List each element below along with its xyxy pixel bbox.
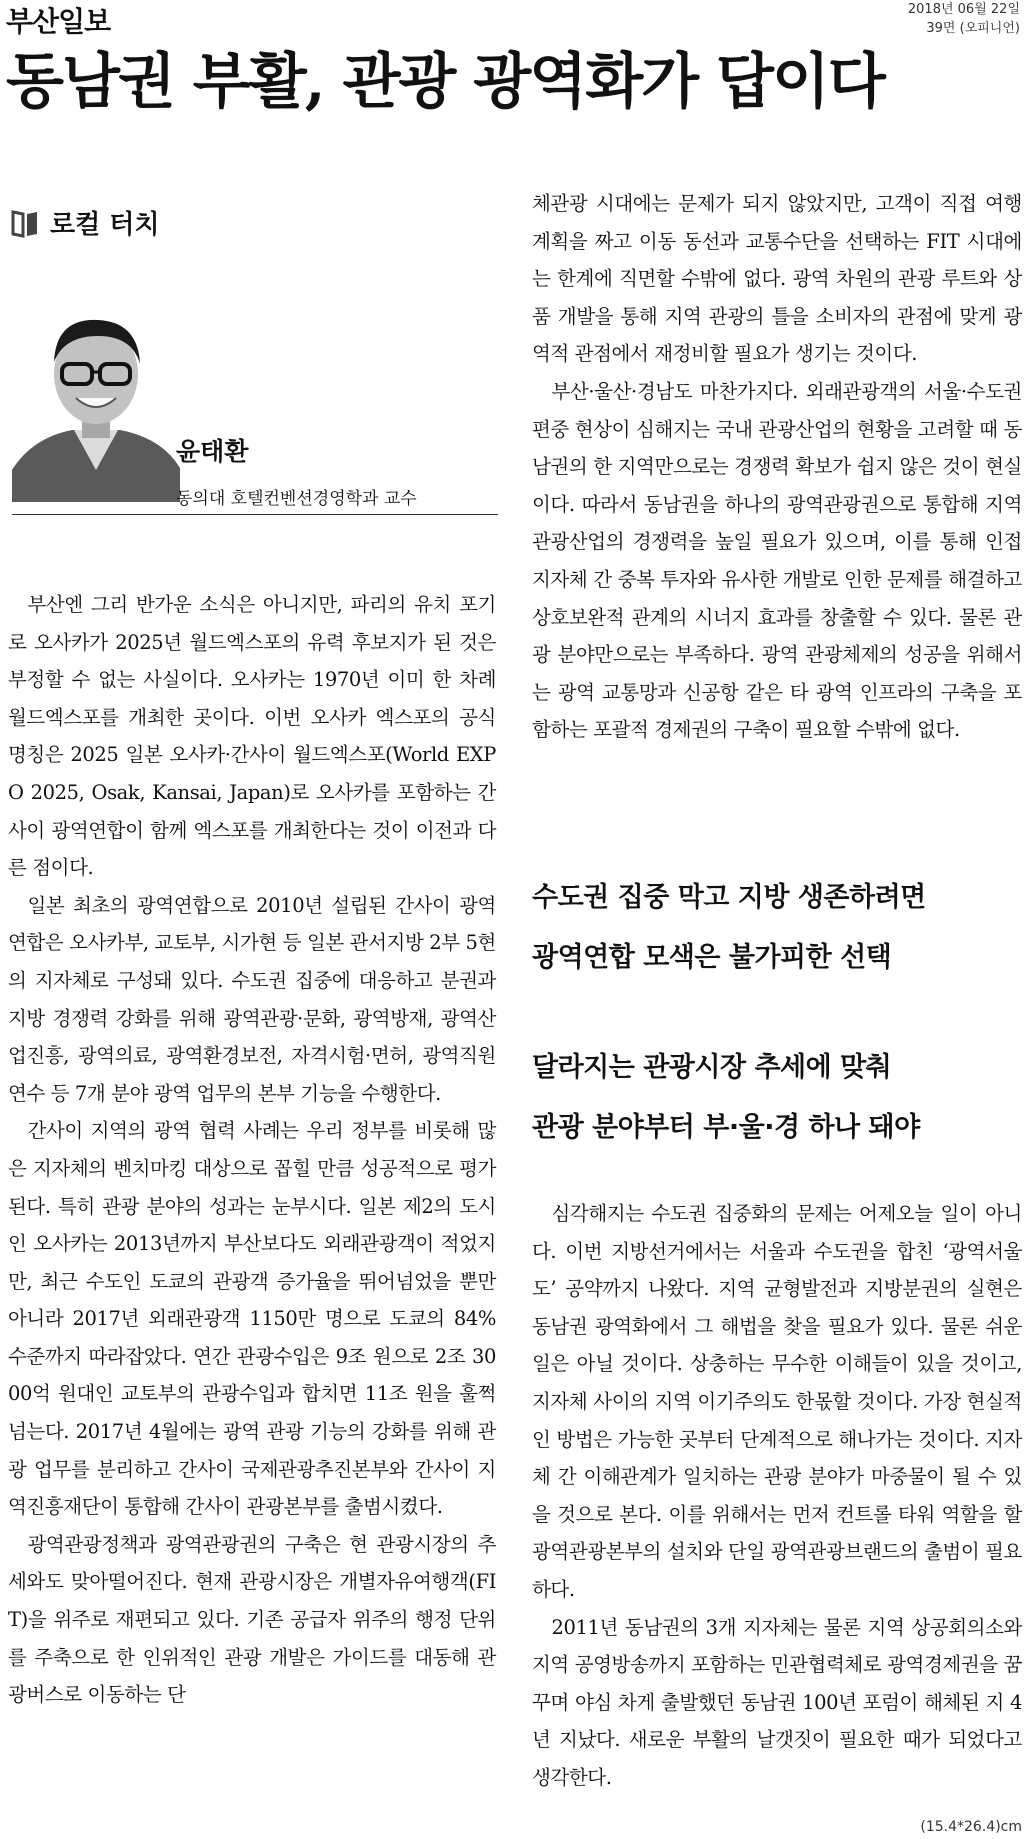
subheadline-line: 관광 분야부터 부·울·경 하나 돼야 bbox=[532, 1112, 920, 1143]
paragraph: 광역관광정책과 광역관광권의 구축은 현 관광시장의 추세와도 맞아떨어진다. 현재 관광시장은 개별자유여행객(FIT)을 위주로 재편되고 있다. 기존 공급자 위주의 행정 단위를 주축으로 한 인위적인 관광 개발은 가이드를 대동해 관광버스로 이동하는 단 bbox=[8, 1532, 496, 1707]
paragraph: 체관광 시대에는 문제가 되지 않았지만, 고객이 직접 여행 계획을 짜고 이동 동선과 교통수단을 선택하는 FIT 시대에는 한계에 직면할 수밖에 없다. 광역 차원의 관광 루트와 상품 개발을 통해 지역 관광의 틀을 소비자의 관점에 맞게 광역적 관점에서 재정비할 필요가 생기는 것이다. bbox=[532, 192, 1022, 366]
subheadline-line: 광역연합 모색은 불가피한 선택 bbox=[532, 942, 892, 973]
subheadline-2 bbox=[532, 1038, 920, 1158]
paragraph: 심각해지는 수도권 집중화의 문제는 어제오늘 일이 아니다. 이번 지방선거에서는 서울과 수도권을 합친 ‘광역서울도’ 공약까지 나왔다. 지역 균형발전과 지방분권의 실현은 동남권 광역화에서 그 해법을 찾을 필요가 있다. 물론 쉬운 일은 아닐 것이다. 상충하는 무수한 이해들이 있을 것이고, 지자체 사이의 지역 이기주의도 한몫할 것이다. 가장 현실적인 방법은 가능한 곳부터 단계적으로 해나가는 것이다. 지자체 간 이해관계가 일치하는 관광 분야가 마중물이 될 수 있을 것으로 본다. 이를 위해서는 먼저 컨트롤 타워 역할을 할 광역관광본부의 설치와 단일 광역관광브랜드의 출범이 필요하다. bbox=[532, 1202, 1022, 1601]
page-info: 39면 (오피니언) bbox=[926, 21, 1020, 36]
article-column-right-top bbox=[532, 185, 1022, 749]
section-label-group bbox=[10, 204, 160, 241]
author-title: 동의대 호텔컨벤션경영학과 교수 bbox=[176, 489, 417, 509]
paragraph: 일본 최초의 광역연합으로 2010년 설립된 간사이 광역연합은 오사카부, 교토부, 시가현 등 일본 관서지방 2부 5현의 지자체로 구성돼 있다. 수도권 집중에 대응하고 분권과 지방 경쟁력 강화를 위해 광역관광·문화, 광역방재, 광역산업진흥, 광역의료, 광역환경보전, 자격시험·면허, 광역직원연수 등 7개 분야 광역 업무의 본부 기능을 수행한다. bbox=[8, 893, 496, 1105]
article-column-left bbox=[8, 586, 496, 1714]
author-photo bbox=[12, 310, 180, 502]
paragraph: 2011년 동남권의 3개 지자체는 물론 지역 상공회의소와 지역 공영방송까지 포함하는 민관협력체로 광역경제권을 꿈꾸며 야심 차게 출발했던 동남권 100년 포럼이 해체된 지 4년 지났다. 새로운 부활의 날갯짓이 필요한 때가 되었다고 생각한다. bbox=[532, 1615, 1022, 1789]
article-column-right-bottom bbox=[532, 1195, 1022, 1797]
section-label: 로컬 터치 bbox=[50, 210, 160, 240]
paragraph: 간사이 지역의 광역 협력 사례는 우리 정부를 비롯해 많은 지자체의 벤치마킹 대상으로 꼽힐 만큼 성공적으로 평가된다. 특히 관광 분야의 성과는 눈부시다. 일본 제2의 도시인 오사카는 2013년까지 부산보다도 외래관광객이 적었지만, 최근 수도인 도쿄의 관광객 증가율을 뛰어넘었을 뿐만 아니라 2017년 외래관광객 1150만 명으로 도쿄의 84% 수준까지 따라잡았다. 연간 관광수입은 9조 원으로 2조 3000억 원대인 교토부의 관광수입과 합치면 11조 원을 훌쩍 넘는다. 2017년 4월에는 광역 관광 기능의 강화를 위해 관광 업무를 분리하고 간사이 국제관광추진본부와 간사이 지역진흥재단이 통합해 간사이 관광본부를 출범시켰다. bbox=[8, 1119, 496, 1519]
author-divider bbox=[12, 514, 498, 515]
author-name: 윤태환 bbox=[176, 437, 249, 466]
subheadline-line: 수도권 집중 막고 지방 생존하려면 bbox=[532, 882, 926, 913]
subheadline-1 bbox=[532, 868, 926, 988]
article-size: (15.4*26.4)cm bbox=[920, 1819, 1022, 1835]
publish-date: 2018년 06월 22일 bbox=[907, 2, 1020, 17]
paragraph: 부산·울산·경남도 마찬가지다. 외래관광객의 서울·수도권 편중 현상이 심해지는 국내 관광산업의 현황을 고려할 때 동남권의 한 지역만으로는 경쟁력 확보가 쉽지 않은 것이 현실이다. 따라서 동남권을 하나의 광역관광권으로 통합해 지역관광산업의 경쟁력을 높일 필요가 있으며, 이를 통해 인접 지자체 간 중복 투자와 유사한 개발로 인한 문제를 해결하고 상호보완적 관계의 시너지 효과를 창출할 수 있다. 물론 관광 분야만으로는 부족하다. 광역 관광체제의 성공을 위해서는 광역 교통망과 신공항 같은 타 광역 인프라의 구축을 포함하는 포괄적 경제권의 구축이 필요할 수밖에 없다. bbox=[532, 379, 1022, 742]
book-icon bbox=[10, 208, 40, 238]
subheadline-line: 달라지는 관광시장 추세에 맞춰 bbox=[532, 1052, 892, 1083]
headline: 동남권 부활, 관광 광역화가 답이다 bbox=[6, 47, 884, 117]
paragraph: 부산엔 그리 반가운 소식은 아니지만, 파리의 유치 포기로 오사카가 2025년 월드엑스포의 유력 후보지가 된 것은 부정할 수 없는 사실이다. 오사카는 1970년 이미 한 차례 월드엑스포를 개최한 곳이다. 이번 오사카 엑스포의 공식 명칭은 2025 일본 오사카·간사이 월드엑스포(World EXPO 2025, Osak, Kansai, Japan)로 오사카를 포함하는 간사이 광역연합이 함께 엑스포를 개최한다는 것이 이전과 다른 점이다. bbox=[8, 593, 496, 880]
masthead: 부산일보 bbox=[6, 5, 111, 38]
